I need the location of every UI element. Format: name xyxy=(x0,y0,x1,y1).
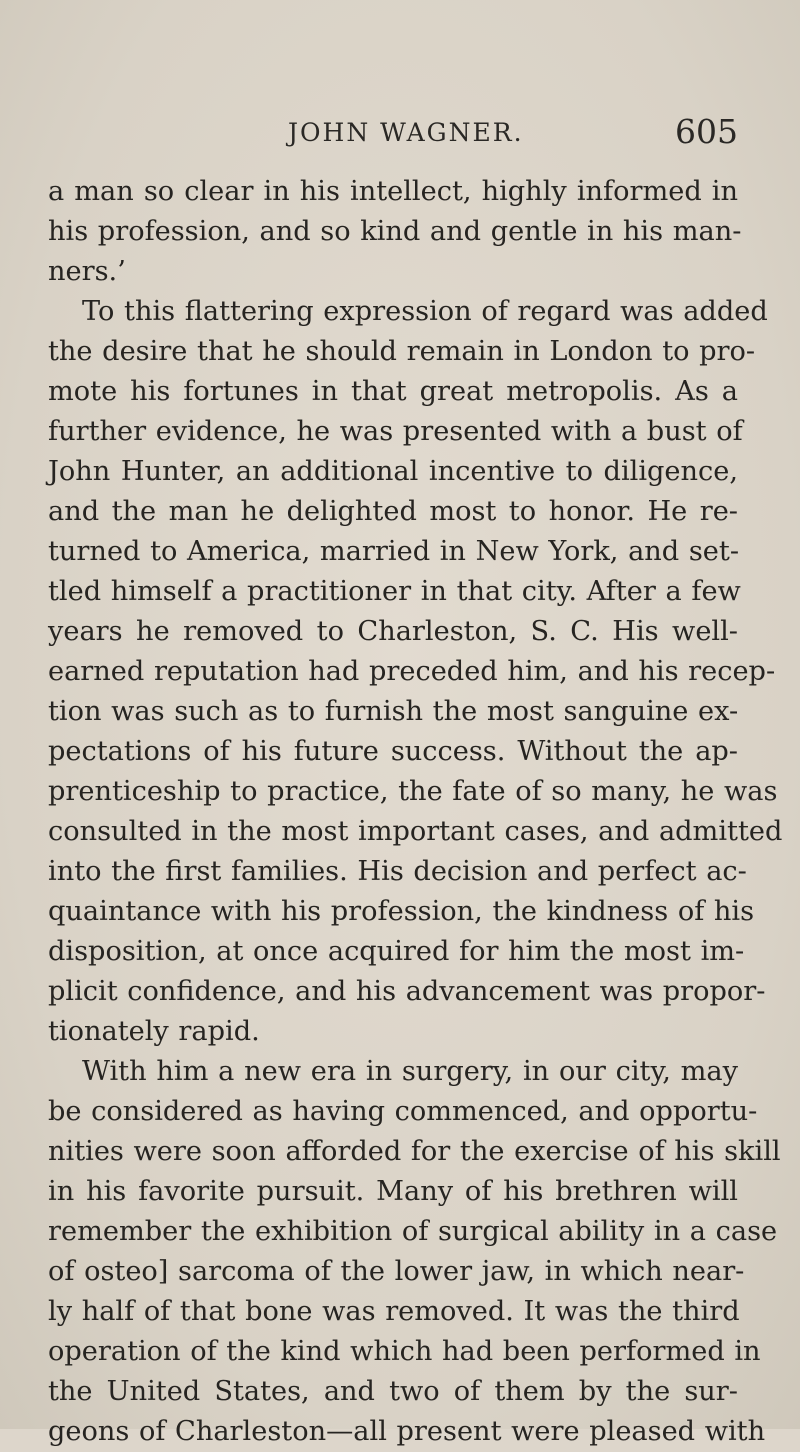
text-line: ly half of that bone was removed. It was the third xyxy=(48,1296,740,1327)
text-line: tionately rapid. xyxy=(48,1016,260,1047)
text-line: quaintance with his profession, the kindness of his xyxy=(48,896,755,927)
text-line: a man so clear in his intellect, highly informed in xyxy=(48,176,738,207)
text-line: remember the exhibition of surgical ability in a case xyxy=(48,1216,778,1247)
text-line: With him a new era in surgery, in our city, may xyxy=(82,1056,738,1087)
text-line: plicit confidence, and his advancement was propor- xyxy=(48,976,766,1007)
text-line: prenticeship to practice, the fate of so many, he was xyxy=(48,776,778,807)
text-line: consulted in the most important cases, and admitted xyxy=(48,816,783,847)
text-line: earned reputation had preceded him, and his recep- xyxy=(48,656,776,687)
text-line: in his favorite pursuit. Many of his brethren will xyxy=(48,1176,738,1207)
text-line: the United States, and two of them by the sur- xyxy=(48,1376,738,1407)
text-line: turned to America, married in New York, and set- xyxy=(48,536,740,567)
text-line: mote his fortunes in that great metropolis. As a xyxy=(48,376,738,407)
text-line: be considered as having commenced, and opportu- xyxy=(48,1096,758,1127)
text-line: and the man he delighted most to honor. He re- xyxy=(48,496,738,527)
text-line: nities were soon afforded for the exercise of his skill xyxy=(48,1136,781,1167)
text-line: tion was such as to furnish the most sanguine ex- xyxy=(48,696,739,727)
page-header xyxy=(48,112,738,164)
text-line: the desire that he should remain in London to pro- xyxy=(48,336,756,367)
text-line: of osteo] sarcoma of the lower jaw, in which near- xyxy=(48,1256,745,1287)
text-line: his profession, and so kind and gentle in his man- xyxy=(48,216,742,247)
body-text xyxy=(48,172,783,1452)
text-line: into the first families. His decision and perfect ac- xyxy=(48,856,747,887)
text-line: disposition, at once acquired for him the most im- xyxy=(48,936,745,967)
text-line: To this flattering expression of regard was added xyxy=(82,296,768,327)
text-line: ners.’ xyxy=(48,256,126,287)
text-line: John Hunter, an additional incentive to diligence, xyxy=(48,456,738,487)
running-head: JOHN WAGNER. xyxy=(288,118,524,147)
text-line: operation of the kind which had been performed in xyxy=(48,1336,761,1367)
text-line: years he removed to Charleston, S. C. His well- xyxy=(48,616,738,647)
text-line: geons of Charleston—all present were pleased with xyxy=(48,1416,766,1447)
text-line: tled himself a practitioner in that city. After a few xyxy=(48,576,741,607)
text-line: further evidence, he was presented with a bust of xyxy=(48,416,743,447)
page-number: 605 xyxy=(675,112,738,151)
text-line: pectations of his future success. Without the ap- xyxy=(48,736,738,767)
